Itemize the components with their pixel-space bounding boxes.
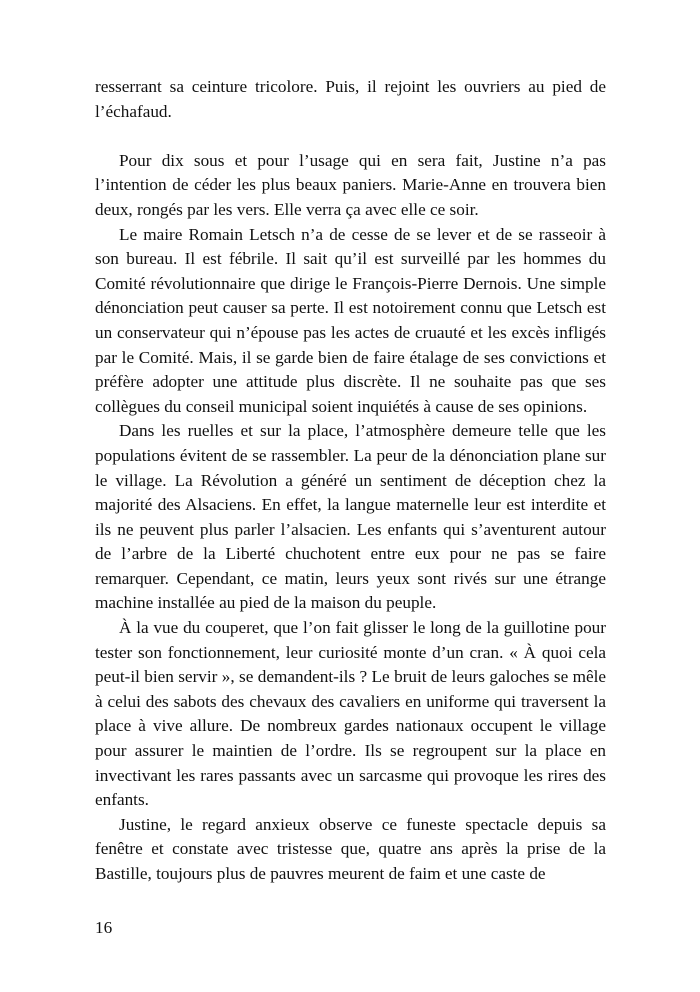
paragraph-village-atmosphere: Dans les ruelles et sur la place, l’atmosphère demeure telle que les populations évitent de se rassembler. La peur de la dénonciation plane sur le village. La Révolution a généré un sentiment de déception chez la majorité des Alsaciens. En effet, la langue maternelle leur est interdite et ils ne peuvent plus parler l’alsacien. Les enfants qui s’aventurent autour de l’arbre de la Liberté chuchotent entre eux pour ne pas se faire remarquer. Cependant, ce matin, leurs yeux sont rivés sur une étrange machine installée au pied de la maison du peuple.: [95, 421, 606, 613]
paragraph-guillotine: À la vue du couperet, que l’on fait glisser le long de la guillotine pour tester son fonctionnement, leur curiosité monte d’un cran. « À quoi cela peut-il bien servir », se demandent-ils ? Le bruit de leurs galoches se mêle à celui des sabots des chevaux des cavaliers en uniforme qui traversent la place à vive allure. De nombreux gardes nationaux occupent le village pour assurer le maintien de l’ordre. Ils se regroupent sur la place en invectivant les rares passants avec un sarcasme qui provoque les rires des enfants.: [95, 618, 606, 810]
paragraph-justine-window: Justine, le regard anxieux observe ce funeste spectacle depuis sa fenêtre et constate avec tristesse que, quatre ans après la prise de la Bastille, toujours plus de pauvres meurent de faim et une caste de: [95, 814, 606, 883]
paragraph-justine-baskets: Pour dix sous et pour l’usage qui en sera fait, Justine n’a pas l’intention de céder les plus beaux paniers. Marie-Anne en trouvera bien deux, rongés par les vers. Elle verra ça avec elle ce soir.: [95, 150, 606, 219]
paragraph-mayor-letsch: Le maire Romain Letsch n’a de cesse de se lever et de se rasseoir à son bureau. Il est fébrile. Il sait qu’il est surveillé par les hommes du Comité révolutionnaire que dirige le François-Pierre Dernois. Une simple dénonciation peut causer sa perte. Il est notoirement connu que Letsch est un conservateur qui n’épouse pas les actes de cruauté et les excès infligés par le Comité. Mais, il se garde bien de faire étalage de ses convictions et préfère adopter une attitude plus discrète. Il ne souhaite pas que ses collègues du conseil municipal soient inquiétés à cause de ses opinions.: [95, 224, 606, 416]
paragraph-continuation: resserrant sa ceinture tricolore. Puis, il rejoint les ouvriers au pied de l’échafaud.: [95, 77, 606, 121]
page-body: [95, 75, 606, 887]
page-number: 16: [95, 918, 113, 937]
